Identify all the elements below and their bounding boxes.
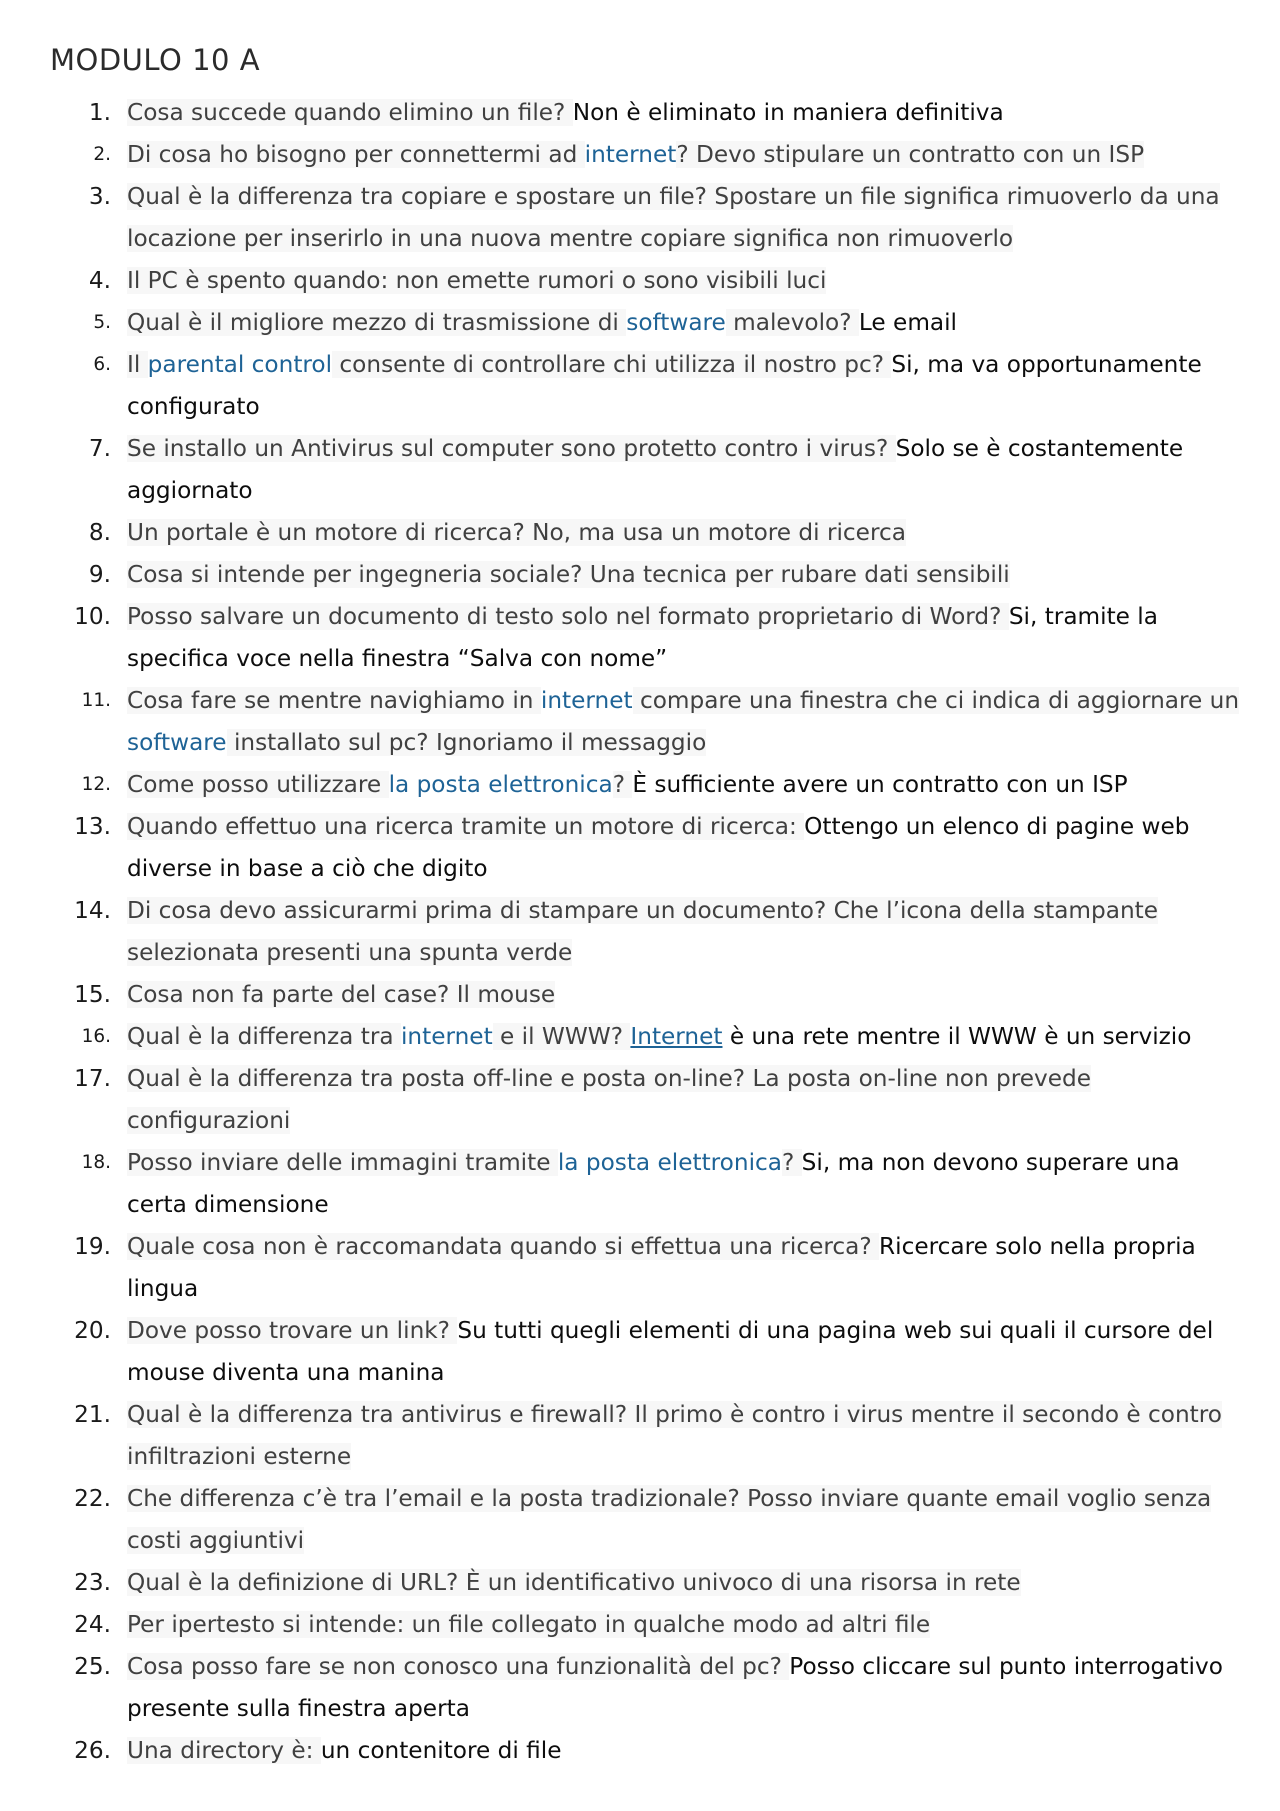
item-number: 3. bbox=[88, 183, 111, 210]
item-text bbox=[127, 687, 1239, 756]
item-text bbox=[127, 813, 1189, 882]
list-item bbox=[0, 1226, 1280, 1310]
item-text bbox=[127, 99, 1004, 126]
item-number: 5. bbox=[93, 312, 111, 333]
item-text bbox=[127, 1401, 1222, 1470]
item-number: 12. bbox=[81, 774, 111, 795]
item-text bbox=[127, 1149, 1180, 1218]
question-text: Posso inviare delle immagini tramite bbox=[127, 1149, 558, 1176]
item-number: 8. bbox=[88, 519, 111, 546]
item-number: 26. bbox=[74, 1737, 111, 1764]
list-item bbox=[0, 890, 1280, 974]
list-item bbox=[0, 428, 1280, 512]
item-number: 10. bbox=[74, 603, 111, 630]
question-text: Di cosa ho bisogno per connettermi ad bbox=[127, 141, 585, 168]
item-text bbox=[127, 1569, 1021, 1596]
question-text: Cosa succede quando elimino un file? bbox=[127, 99, 573, 126]
item-number: 16. bbox=[81, 1026, 111, 1047]
question-text: Se installo un Antivirus sul computer sono protetto contro i virus? bbox=[127, 435, 896, 462]
question-text: Come posso utilizzare bbox=[127, 771, 389, 798]
question-text: Una directory è: bbox=[127, 1737, 321, 1764]
item-number: 13. bbox=[74, 813, 111, 840]
question-text: Un portale è un motore di ricerca? No, ma usa un motore di ricerca bbox=[127, 519, 906, 546]
item-text bbox=[127, 1317, 1213, 1386]
question-text: Di cosa devo assicurarmi prima di stampare un documento? Che l’icona della stampante selezionata presenti una spunta verde bbox=[127, 897, 1159, 966]
item-text bbox=[127, 267, 826, 294]
question-text: ? bbox=[781, 1149, 802, 1176]
answer-text: È sufficiente avere un contratto con un ISP bbox=[632, 771, 1128, 798]
question-text: Qual è la differenza tra bbox=[127, 1023, 401, 1050]
list-item bbox=[0, 260, 1280, 302]
answer-text: Solo se è costantemente aggiornato bbox=[127, 435, 1184, 504]
link-text[interactable]: parental control bbox=[147, 351, 333, 378]
item-text bbox=[127, 1065, 1091, 1134]
item-text bbox=[127, 561, 1010, 588]
item-text bbox=[127, 519, 906, 546]
question-text: Dove posso trovare un link? bbox=[127, 1317, 458, 1344]
list-item bbox=[0, 1058, 1280, 1142]
answer-text: Ricercare solo nella propria lingua bbox=[127, 1233, 1196, 1302]
list-item bbox=[0, 806, 1280, 890]
question-text: Che differenza c’è tra l’email e la posta tradizionale? Posso inviare quante email voglio senza costi aggiuntivi bbox=[127, 1485, 1212, 1554]
list-item bbox=[0, 302, 1280, 344]
answer-text: Ottengo un elenco di pagine web diverse in base a ciò che digito bbox=[127, 813, 1190, 882]
list-item bbox=[0, 176, 1280, 260]
item-text bbox=[127, 309, 957, 336]
item-text bbox=[127, 183, 1220, 252]
item-number: 11. bbox=[81, 690, 111, 711]
list-item bbox=[0, 1394, 1280, 1478]
question-text: Quale cosa non è raccomandata quando si effettua una ricerca? bbox=[127, 1233, 880, 1260]
item-number: 6. bbox=[93, 354, 111, 375]
item-text bbox=[127, 1023, 1191, 1050]
item-number: 24. bbox=[74, 1611, 111, 1638]
item-text bbox=[127, 1233, 1196, 1302]
answer-text: un contenitore di file bbox=[320, 1737, 562, 1764]
link-text[interactable]: la posta elettronica bbox=[388, 771, 613, 798]
link-text[interactable]: internet bbox=[584, 141, 677, 168]
answer-text: Posso cliccare sul punto interrogativo presente sulla finestra aperta bbox=[127, 1653, 1223, 1722]
page-title: MODULO 10 A bbox=[50, 43, 261, 77]
question-text: Cosa fare se mentre navighiamo in bbox=[127, 687, 541, 714]
question-text: Qual è la differenza tra copiare e spostare un file? Spostare un file significa rimuoverlo da una locazione per inserirlo in una nuova mentre copiare significa non rimuoverlo bbox=[127, 183, 1220, 252]
list-item bbox=[0, 92, 1280, 134]
answer-text: Le email bbox=[858, 309, 958, 336]
link-text[interactable]: software bbox=[626, 309, 726, 336]
item-text bbox=[127, 897, 1158, 966]
question-text: Per ipertesto si intende: un file collegato in qualche modo ad altri file bbox=[127, 1611, 931, 1638]
item-number: 2. bbox=[93, 144, 111, 165]
answer-text: Su tutti quegli elementi di una pagina web sui quali il cursore del mouse diventa una manina bbox=[127, 1317, 1214, 1386]
question-text: Qual è la differenza tra antivirus e firewall? Il primo è contro i virus mentre il secondo è contro infiltrazioni esterne bbox=[127, 1401, 1222, 1470]
answer-text: Si, ma va opportunamente configurato bbox=[127, 351, 1202, 420]
item-text bbox=[127, 1611, 930, 1638]
list-item bbox=[0, 554, 1280, 596]
item-number: 18. bbox=[81, 1152, 111, 1173]
item-text bbox=[127, 351, 1202, 420]
item-text bbox=[127, 603, 1158, 672]
question-text: installato sul pc? Ignoriamo il messaggio bbox=[226, 729, 707, 756]
list-item bbox=[0, 134, 1280, 176]
item-number: 25. bbox=[74, 1653, 111, 1680]
question-text: Cosa non fa parte del case? Il mouse bbox=[127, 981, 556, 1008]
item-number: 17. bbox=[74, 1065, 111, 1092]
question-text: malevolo? bbox=[725, 309, 859, 336]
item-number: 1. bbox=[88, 99, 111, 126]
list-item bbox=[0, 344, 1280, 428]
item-text bbox=[127, 771, 1128, 798]
question-text: Qual è la differenza tra posta off-line e posta on-line? La posta on-line non prevede configurazioni bbox=[127, 1065, 1091, 1134]
link-text[interactable]: internet bbox=[540, 687, 633, 714]
list-item bbox=[0, 1016, 1280, 1058]
answer-text: Non è eliminato in maniera definitiva bbox=[572, 99, 1004, 126]
link-text[interactable]: Internet bbox=[630, 1023, 723, 1050]
list-item bbox=[0, 512, 1280, 554]
list-item bbox=[0, 1730, 1280, 1772]
item-number: 14. bbox=[74, 897, 111, 924]
answer-text: Si, ma non devono superare una certa dimensione bbox=[127, 1149, 1180, 1218]
link-text[interactable]: la posta elettronica bbox=[557, 1149, 782, 1176]
item-text bbox=[127, 1653, 1223, 1722]
item-number: 20. bbox=[74, 1317, 111, 1344]
list-item bbox=[0, 1142, 1280, 1226]
question-text: Qual è il migliore mezzo di trasmissione di bbox=[127, 309, 627, 336]
question-text: Posso salvare un documento di testo solo nel formato proprietario di Word? bbox=[127, 603, 1009, 630]
item-text bbox=[127, 435, 1183, 504]
item-number: 4. bbox=[88, 267, 111, 294]
list-item bbox=[0, 764, 1280, 806]
list-item bbox=[0, 680, 1280, 764]
list-item bbox=[0, 1604, 1280, 1646]
item-number: 21. bbox=[74, 1401, 111, 1428]
question-text: Il bbox=[127, 351, 148, 378]
item-text bbox=[127, 981, 555, 1008]
question-list bbox=[0, 92, 1280, 1772]
question-text: ? bbox=[612, 771, 633, 798]
list-item bbox=[0, 1478, 1280, 1562]
list-item bbox=[0, 596, 1280, 680]
question-text: Cosa posso fare se non conosco una funzionalità del pc? bbox=[127, 1653, 790, 1680]
item-number: 22. bbox=[74, 1485, 111, 1512]
question-text: Cosa si intende per ingegneria sociale? Una tecnica per rubare dati sensibili bbox=[127, 561, 1010, 588]
list-item bbox=[0, 1562, 1280, 1604]
question-text: consente di controllare chi utilizza il nostro pc? bbox=[332, 351, 892, 378]
item-number: 7. bbox=[88, 435, 111, 462]
link-text[interactable]: software bbox=[127, 729, 227, 756]
item-number: 9. bbox=[88, 561, 111, 588]
item-number: 15. bbox=[74, 981, 111, 1008]
answer-text: Si, tramite la specifica voce nella finestra “Salva con nome” bbox=[127, 603, 1158, 672]
question-text: Il PC è spento quando: non emette rumori o sono visibili luci bbox=[127, 267, 827, 294]
link-text[interactable]: internet bbox=[400, 1023, 493, 1050]
item-text bbox=[127, 141, 1144, 168]
answer-text: è una rete mentre il WWW è un servizio bbox=[722, 1023, 1192, 1050]
item-number: 19. bbox=[74, 1233, 111, 1260]
item-text bbox=[127, 1737, 562, 1764]
item-text bbox=[127, 1485, 1211, 1554]
list-item bbox=[0, 974, 1280, 1016]
question-text: ? Devo stipulare un contratto con un ISP bbox=[676, 141, 1145, 168]
item-number: 23. bbox=[74, 1569, 111, 1596]
list-item bbox=[0, 1646, 1280, 1730]
question-text: e il WWW? bbox=[492, 1023, 631, 1050]
question-text: compare una finestra che ci indica di aggiornare un bbox=[632, 687, 1240, 714]
list-item bbox=[0, 1310, 1280, 1394]
question-text: Qual è la definizione di URL? È un identificativo univoco di una risorsa in rete bbox=[127, 1569, 1021, 1596]
question-text: Quando effettuo una ricerca tramite un motore di ricerca: bbox=[127, 813, 805, 840]
